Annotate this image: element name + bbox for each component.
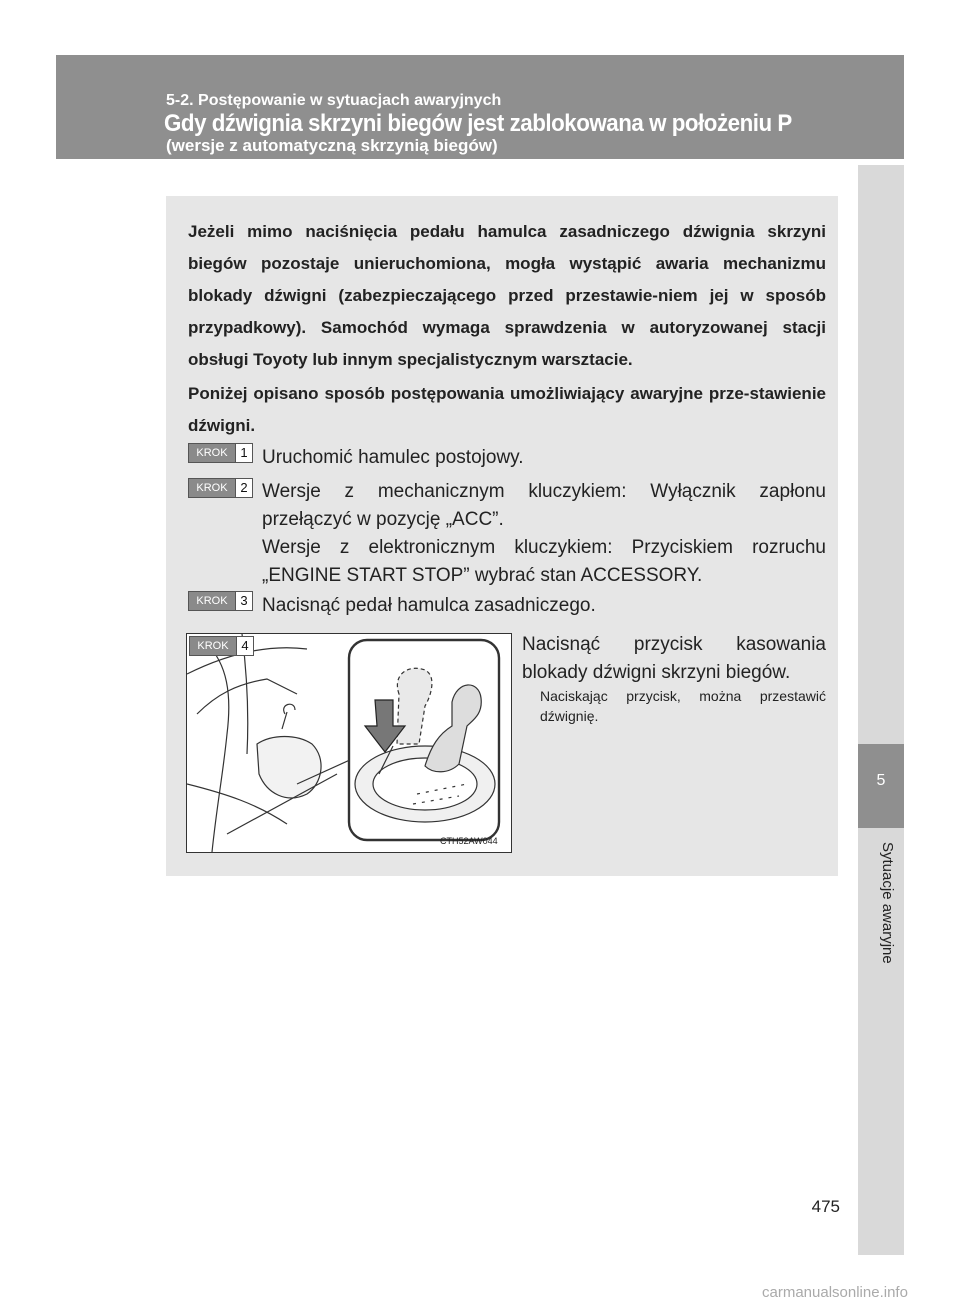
section-label: 5-2. Postępowanie w sytuacjach awaryjnych: [166, 92, 502, 109]
step-badge-number: 1: [236, 443, 253, 463]
page-title: Gdy dźwignia skrzyni biegów jest zablokowana w położeniu P: [164, 110, 792, 137]
step-2-text: Wersje z mechanicznym kluczykiem: Wyłącznik zapłonu przełączyć w pozycję „ACC”.: [262, 481, 826, 530]
step-badge-word: KROK: [189, 636, 237, 656]
step-badge-4: [189, 636, 255, 656]
step-badge-1: [188, 443, 254, 463]
step-badge-3: [188, 591, 254, 611]
step-2-text-electronic: Wersje z elektronicznym kluczykiem: Przyciskiem rozruchu „ENGINE START STOP” wybrać stan ACCESSORY.: [262, 537, 826, 586]
step-4-note: Naciskając przycisk, można przestawić dźwignię.: [540, 688, 826, 724]
image-code: CTH52AW044: [440, 836, 498, 846]
step-badge-word: KROK: [188, 591, 236, 611]
watermark: carmanualsonline.info: [762, 1284, 908, 1301]
step-1-text: Uruchomić hamulec postojowy.: [262, 447, 524, 468]
page-subtitle: (wersje z automatyczną skrzynią biegów): [166, 136, 498, 155]
chapter-tab-bar: [858, 165, 904, 1255]
shift-lever-drawing: [187, 634, 511, 852]
step-badge-number: 3: [236, 591, 253, 611]
page-number: 475: [811, 1197, 840, 1216]
lead-paragraph: Poniżej opisano sposób postępowania umożliwiający awaryjne prze-stawienie dźwigni.: [188, 384, 826, 435]
step-3-text: Nacisnąć pedał hamulca zasadniczego.: [262, 595, 596, 616]
intro-paragraph: Jeżeli mimo naciśnięcia pedału hamulca zasadniczego dźwignia skrzyni biegów pozostaje unieruchomiona, mogła wystąpić awaria mechanizmu blokady dźwigni (zabezpieczającego przed przestawie-niem jej w sposób przypadkowy). Samochód wymaga sprawdzenia w autoryzowanej stacji obsługi Toyoty lub innym specjalistycznym warsztacie.: [188, 222, 826, 369]
step-badge-number: 2: [236, 478, 253, 498]
step-4-text: Nacisnąć przycisk kasowania blokady dźwigni skrzyni biegów.: [522, 634, 826, 683]
step-badge-number: 4: [237, 636, 254, 656]
chapter-number: 5: [876, 772, 886, 789]
chapter-label: Sytuacje awaryjne: [879, 842, 896, 964]
step-badge-word: KROK: [188, 443, 236, 463]
step-badge-word: KROK: [188, 478, 236, 498]
step-badge-2: [188, 478, 254, 498]
shift-lever-illustration: [186, 633, 512, 853]
